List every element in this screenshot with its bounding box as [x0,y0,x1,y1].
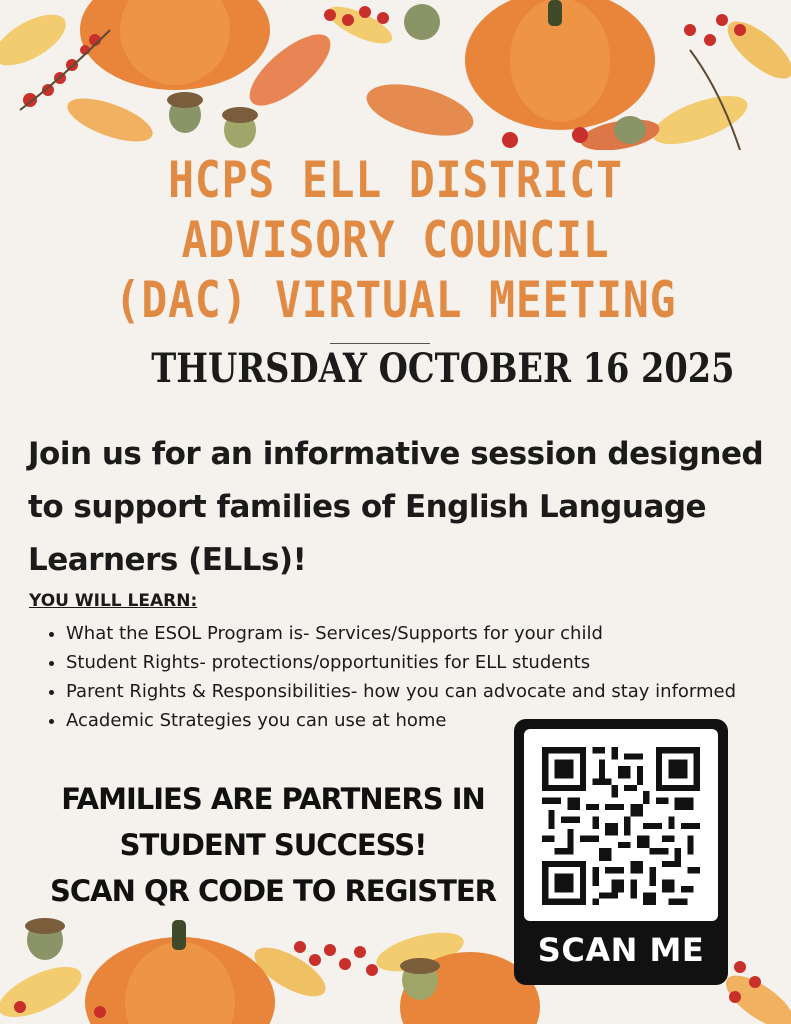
list-item-text: What the ESOL Program is- Services/Supports for your child [66,623,603,644]
scan-me-label: SCAN ME [537,931,705,969]
list-item [66,619,756,648]
learn-heading: YOU WILL LEARN: [29,591,198,611]
slogan-line-3: SCAN QR CODE TO REGISTER [49,874,497,908]
meeting-date: THURSDAY OCTOBER 16 2025 [151,345,735,392]
list-item-text: Student Rights- protections/opportunities for ELL students [66,652,591,673]
title-divider [330,343,430,344]
list-item [66,648,756,677]
meeting-title [55,150,735,330]
autumn-border-top [0,0,791,150]
list-item [66,677,756,706]
slogan-line-2: STUDENT SUCCESS! [119,828,427,862]
slogan [18,776,528,914]
intro-text: Join us for an informative session designed to support families of English Language Learners (ELLs)! [28,436,764,578]
title-line-2: ADVISORY COUNCIL [181,211,610,269]
qr-code-panel [524,729,718,921]
title-line-1: HCPS ELL DISTRICT [168,151,623,209]
list-item-text: Parent Rights & Responsibilities- how you can advocate and stay informed [66,681,737,702]
title-line-3: (DAC) VIRTUAL MEETING [114,271,677,329]
qr-code-icon[interactable] [542,747,700,905]
list-item-text: Academic Strategies you can use at home [66,710,447,731]
learn-list [48,619,756,735]
qr-code-card[interactable] [514,719,728,985]
slogan-line-1: FAMILIES ARE PARTNERS IN [61,782,485,816]
